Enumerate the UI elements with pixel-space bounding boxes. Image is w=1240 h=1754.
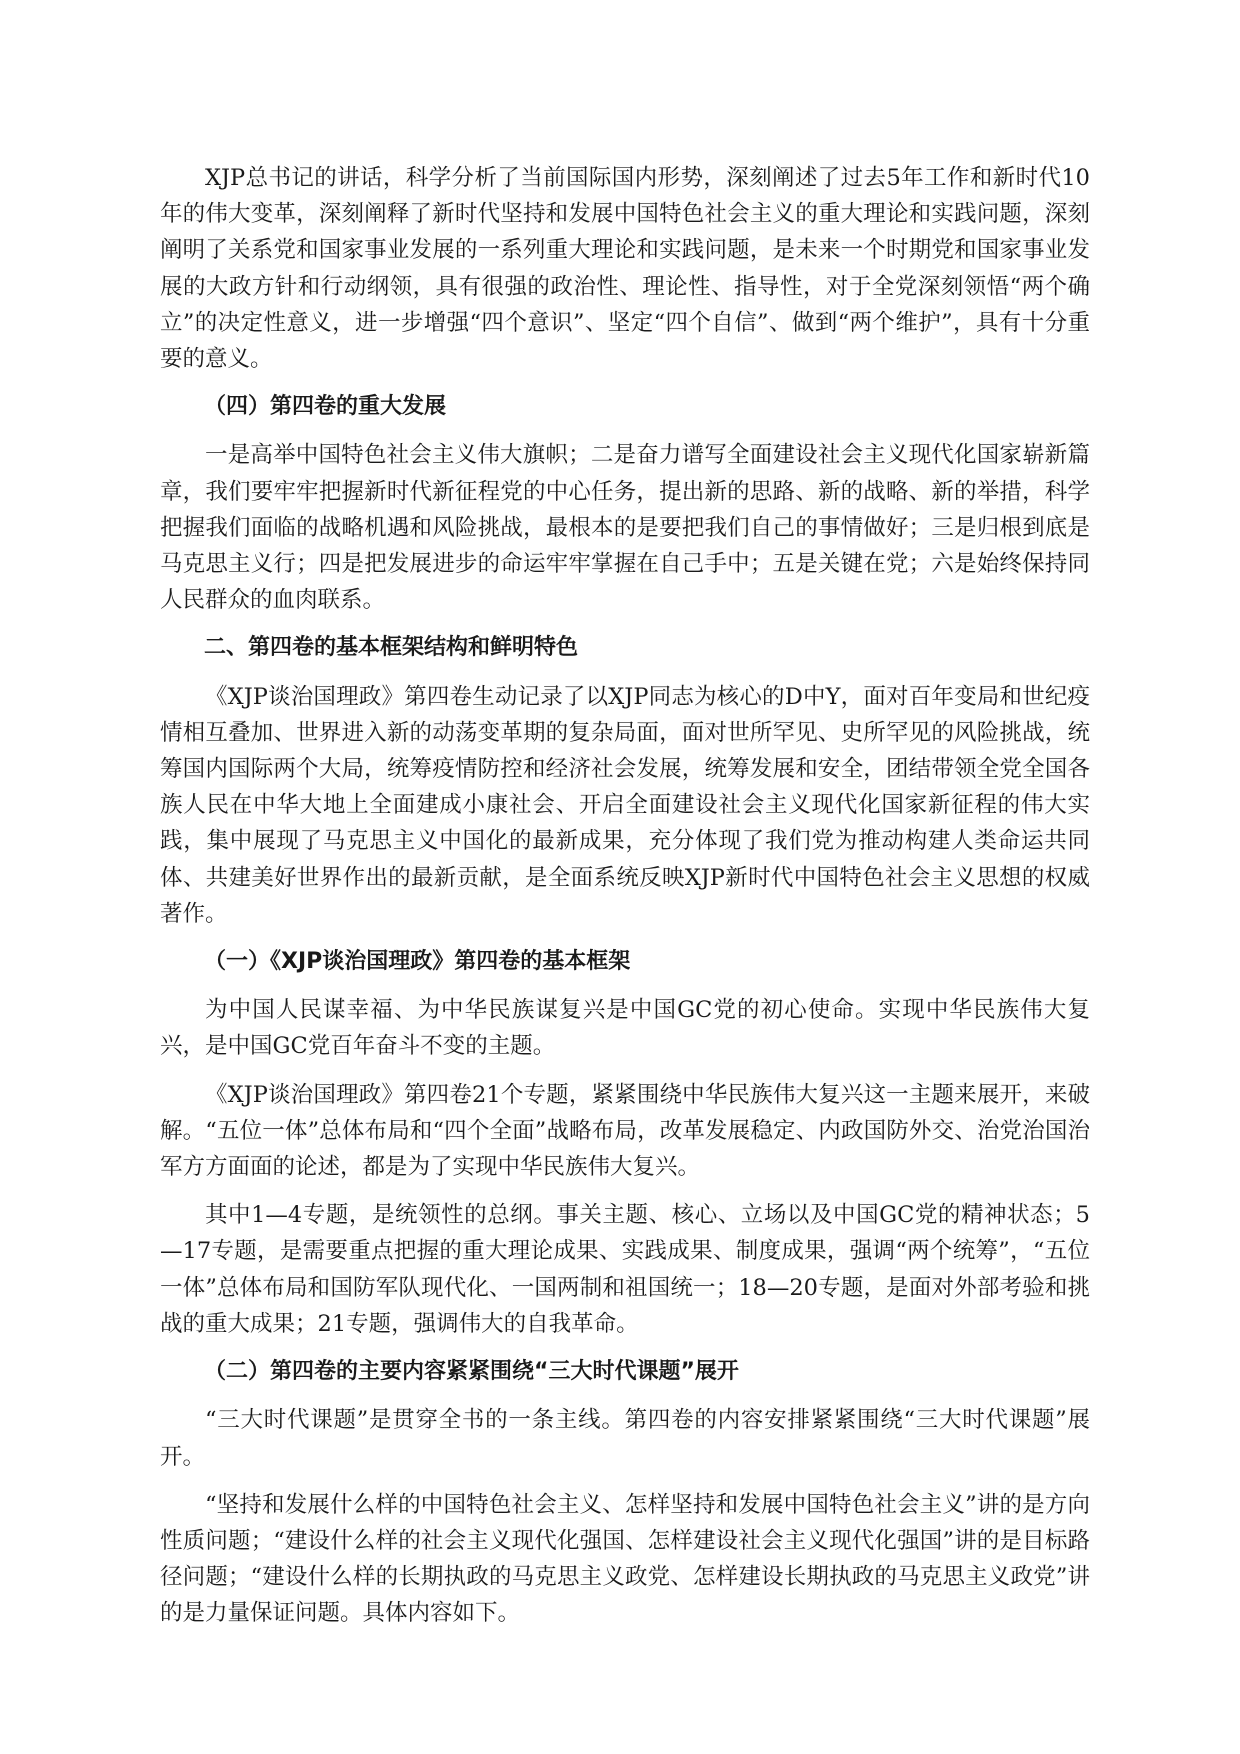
- heading-framework-and-features: 二、第四卷的基本框架结构和鲜明特色: [204, 635, 579, 661]
- paragraph-volume-four-record: 《XJP谈治国理政》第四卷生动记录了以XJP同志为核心的D中Y，面对百年变局和世纪疫情相互叠加、世界进入新的动荡变革期的复杂局面，面对世所罕见、史所罕见的风险挑战，统筹国内国际两个大局，统筹疫情防控和经济社会发展，统筹发展和安全，团结带领全党全国各族人民在中华大地上全面建成小康社会、开启全面建设社会主义现代化国家新征程的伟大实践，集中展现了马克思主义中国化的最新成果，充分体现了我们党为推动构建人类命运共同体、共建美好世界作出的最新贡献，是全面系统反映XJP新时代中国特色社会主义思想的权威著作。: [160, 683, 1090, 927]
- paragraph-mission: 为中国人民谋幸福、为中华民族谋复兴是中国GC党的初心使命。实现中华民族伟大复兴，是中国GC党百年奋斗不变的主题。: [160, 997, 1090, 1060]
- paragraph-speech-significance: XJP总书记的讲话，科学分析了当前国际国内形势，深刻阐述了过去5年工作和新时代10年的伟大变革，深刻阐释了新时代坚持和发展中国特色社会主义的重大理论和实践问题，深刻阐明了关系党和国家事业发展的一系列重大理论和实践问题，是未来一个时期党和国家事业发展的大政方针和行动纲领，具有很强的政治性、理论性、指导性，对于全党深刻领悟“两个确立”的决定性意义，进一步增强“四个意识”、坚定“四个自信”、做到“两个维护”，具有十分重要的意义。: [160, 165, 1090, 373]
- paragraph-six-points: 一是高举中国特色社会主义伟大旗帜；二是奋力谱写全面建设社会主义现代化国家崭新篇章，我们要牢牢把握新时代新征程党的中心任务，提出新的思路、新的战略、新的举措，科学把握我们面临的战略机遇和风险挑战，最根本的是要把我们自己的事情做好；三是归根到底是马克思主义行；四是把发展进步的命运牢牢掌握在自己手中；五是关键在党；六是始终保持同人民群众的血肉联系。: [160, 442, 1090, 614]
- paragraph-topic-breakdown: 其中1—4专题，是统领性的总纲。事关主题、核心、立场以及中国GC党的精神状态；5—17专题，是需要重点把握的重大理论成果、实践成果、制度成果，强调“两个统筹”，“五位一体”总体布局和国防军队现代化、一国两制和祖国统一；18—20专题，是面对外部考验和挑战的重大成果；21专题，强调伟大的自我革命。: [160, 1202, 1090, 1337]
- heading-three-era-topics: （二）第四卷的主要内容紧紧围绕“三大时代课题”展开: [204, 1359, 739, 1385]
- paragraph-21-topics: 《XJP谈治国理政》第四卷21个专题，紧紧围绕中华民族伟大复兴这一主题来展开，来破解。“五位一体”总体布局和“四个全面”战略布局，改革发展稳定、内政国防外交、治党治国治军方方面面的论述，都是为了实现中华民族伟大复兴。: [160, 1081, 1090, 1181]
- heading-basic-framework: （一）《XJP谈治国理政》第四卷的基本框架: [204, 949, 631, 975]
- paragraph-three-questions: “坚持和发展什么样的中国特色社会主义、怎样坚持和发展中国特色社会主义”讲的是方向性质问题；“建设什么样的社会主义现代化强国、怎样建设社会主义现代化强国”讲的是目标路径问题；“建设什么样的长期执政的马克思主义政党、怎样建设长期执政的马克思主义政党”讲的是力量保证问题。具体内容如下。: [160, 1491, 1090, 1627]
- document-page: [160, 160, 1090, 1644]
- paragraph-main-thread: “三大时代课题”是贯穿全书的一条主线。第四卷的内容安排紧紧围绕“三大时代课题”展开。: [160, 1407, 1090, 1470]
- heading-major-developments: （四）第四卷的重大发展: [204, 394, 447, 420]
